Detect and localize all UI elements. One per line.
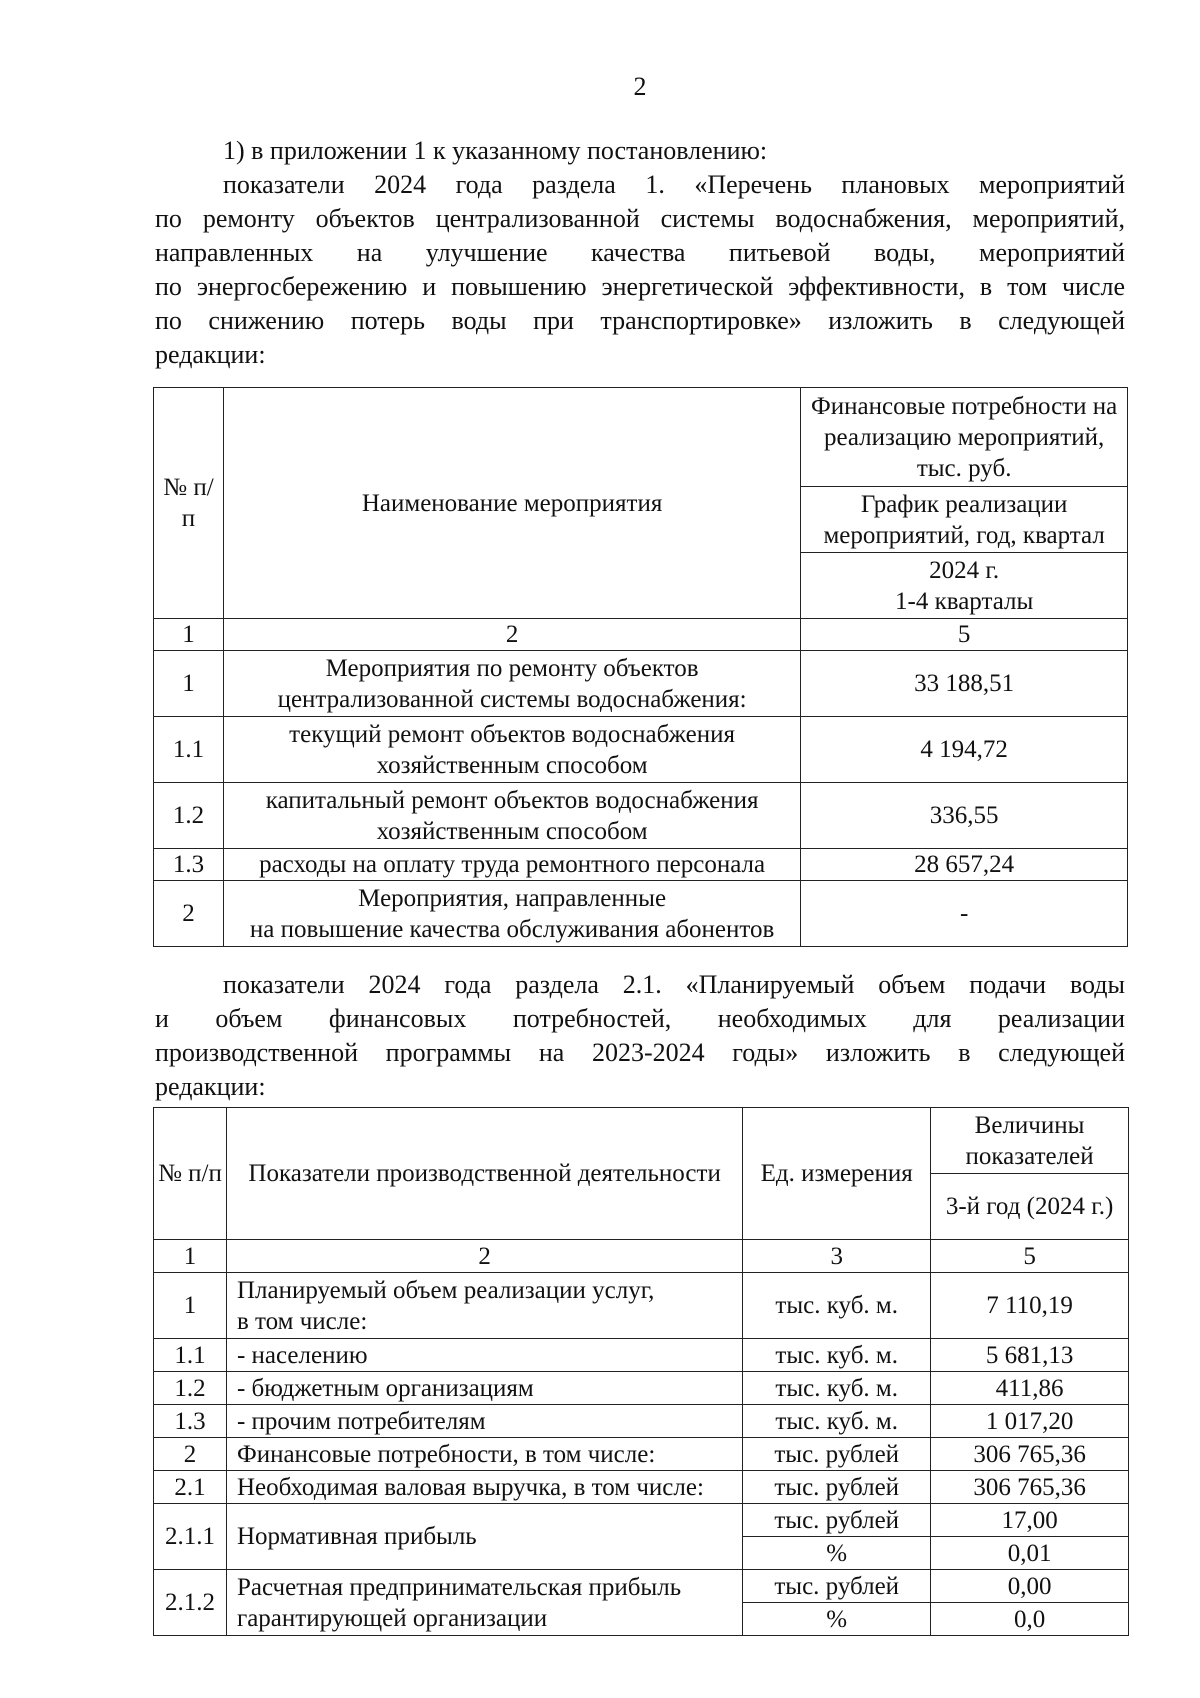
row-value: 33 188,51 [801,651,1128,717]
row-num: 1.1 [154,1339,227,1372]
row-indicator: Нормативная прибыль [226,1504,742,1570]
row-indicator-line: Планируемый объем реализации услуг, [236,1276,655,1304]
section1-line: по ремонту объектов централизованной системы водоснабжения, мероприятий, [155,204,1125,233]
section1-line: по снижению потерь воды при транспортировке» изложить в следующей [155,306,1125,335]
table-production-indicators [153,1107,1129,1636]
row-indicator: - прочим потребителям [226,1405,742,1438]
row-indicator [226,1273,742,1339]
row-num: 1.2 [154,783,224,849]
table-row [154,1273,1129,1339]
row-name-line: централизованной системы водоснабжения: [277,685,747,713]
header-unit: Ед. измерения [743,1108,931,1240]
row-name [223,881,800,947]
header-values: Величины показателей [931,1108,1129,1174]
row-value: 28 657,24 [801,849,1128,881]
section1-line: показатели 2024 года раздела 1. «Перечень плановых мероприятий [223,170,1125,199]
row-indicator: Финансовые потребности, в том числе: [226,1438,742,1471]
row-num: 1 [154,651,224,717]
header-schedule: График реализации мероприятий, год, квартал [801,487,1128,553]
header-finance: Финансовые потребности на реализацию мероприятий, тыс. руб. [801,388,1128,487]
row-num: 1 [154,1273,227,1339]
row-value: 1 017,20 [931,1405,1129,1438]
row-name-line: хозяйственным способом [376,751,648,779]
table-row [154,651,1128,717]
col-number: 1 [154,1240,227,1273]
row-value: 0,01 [931,1537,1129,1570]
row-num: 1.3 [154,1405,227,1438]
header-period-year: 2024 г. [929,556,1000,584]
row-name [223,783,800,849]
section2-line: показатели 2024 года раздела 2.1. «Планируемый объем подачи воды [223,970,1125,999]
section2-line: производственной программы на 2023-2024 годы» изложить в следующей [155,1038,1125,1067]
row-name: расходы на оплату труда ремонтного персонала [223,849,800,881]
row-name-line: капитальный ремонт объектов водоснабжения [265,786,759,814]
intro-paragraph [155,134,1125,372]
row-value: 0,00 [931,1570,1129,1603]
col-number: 2 [226,1240,742,1273]
section1-line: направленных на улучшение качества питьевой воды, мероприятий [155,238,1125,267]
row-indicator-line: Расчетная предпринимательская прибыль [236,1573,682,1601]
row-num: 1.3 [154,849,224,881]
row-unit: тыс. куб. м. [743,1372,931,1405]
row-indicator-line: в том числе: [236,1307,368,1335]
section2-line: редакции: [155,1072,266,1101]
section1-line: редакции: [155,340,266,369]
row-name [223,651,800,717]
header-period-quarters: 1-4 кварталы [895,587,1034,615]
row-unit: тыс. рублей [743,1471,931,1504]
row-unit: % [743,1603,931,1636]
table-row [154,1339,1129,1372]
row-unit: тыс. куб. м. [743,1339,931,1372]
row-name-line: Мероприятия по ремонту объектов [325,654,699,682]
row-indicator-line: гарантирующей организации [236,1604,548,1632]
header-indicators: Показатели производственной деятельности [226,1108,742,1240]
row-name [223,717,800,783]
row-value: 17,00 [931,1504,1129,1537]
col-number: 2 [223,619,800,651]
row-unit: % [743,1537,931,1570]
intro-item: 1) в приложении 1 к указанному постановлению: [223,136,768,165]
col-number: 5 [801,619,1128,651]
table-row [154,849,1128,881]
row-indicator [226,1570,742,1636]
row-num: 1.2 [154,1372,227,1405]
section1-line: по энергосбережению и повышению энергетической эффективности, в том числе [155,272,1125,301]
row-num: 2.1 [154,1471,227,1504]
row-num: 1.1 [154,717,224,783]
table-row [154,1438,1129,1471]
table-repair-measures [153,387,1128,947]
table-row [154,717,1128,783]
row-name-line: Мероприятия, направленные [358,884,667,912]
header-year: 3-й год (2024 г.) [931,1174,1129,1240]
table-row [154,1372,1129,1405]
table-row [154,1471,1129,1504]
row-indicator: Необходимая валовая выручка, в том числе: [226,1471,742,1504]
section2-paragraph [155,968,1125,1104]
table-row [154,783,1128,849]
row-num: 2.1.1 [154,1504,227,1570]
row-name-line: хозяйственным способом [376,817,648,845]
row-name-line: на повышение качества обслуживания абонентов [249,915,775,943]
row-value: 5 681,13 [931,1339,1129,1372]
row-num: 2 [154,1438,227,1471]
col-number: 3 [743,1240,931,1273]
row-num: 2.1.2 [154,1570,227,1636]
row-value: 306 765,36 [931,1438,1129,1471]
row-unit: тыс. рублей [743,1438,931,1471]
header-name: Наименование мероприятия [223,388,800,619]
row-indicator: - бюджетным организациям [226,1372,742,1405]
section2-line: и объем финансовых потребностей, необходимых для реализации [155,1004,1125,1033]
page-number: 2 [633,72,647,101]
table-row [154,1405,1129,1438]
header-num: № п/п [154,388,224,619]
row-num: 2 [154,881,224,947]
row-indicator: - населению [226,1339,742,1372]
table-row [154,881,1128,947]
col-number: 5 [931,1240,1129,1273]
header-num: № п/п [154,1108,227,1240]
row-value: 0,0 [931,1603,1129,1636]
table-row [154,1570,1129,1603]
row-name-line: текущий ремонт объектов водоснабжения [289,720,736,748]
row-unit: тыс. куб. м. [743,1273,931,1339]
row-value: - [801,881,1128,947]
table-row [154,1504,1129,1537]
row-unit: тыс. куб. м. [743,1405,931,1438]
row-unit: тыс. рублей [743,1570,931,1603]
row-unit: тыс. рублей [743,1504,931,1537]
row-value: 336,55 [801,783,1128,849]
row-value: 411,86 [931,1372,1129,1405]
row-value: 7 110,19 [931,1273,1129,1339]
col-number: 1 [154,619,224,651]
header-period [801,553,1128,619]
row-value: 4 194,72 [801,717,1128,783]
row-value: 306 765,36 [931,1471,1129,1504]
